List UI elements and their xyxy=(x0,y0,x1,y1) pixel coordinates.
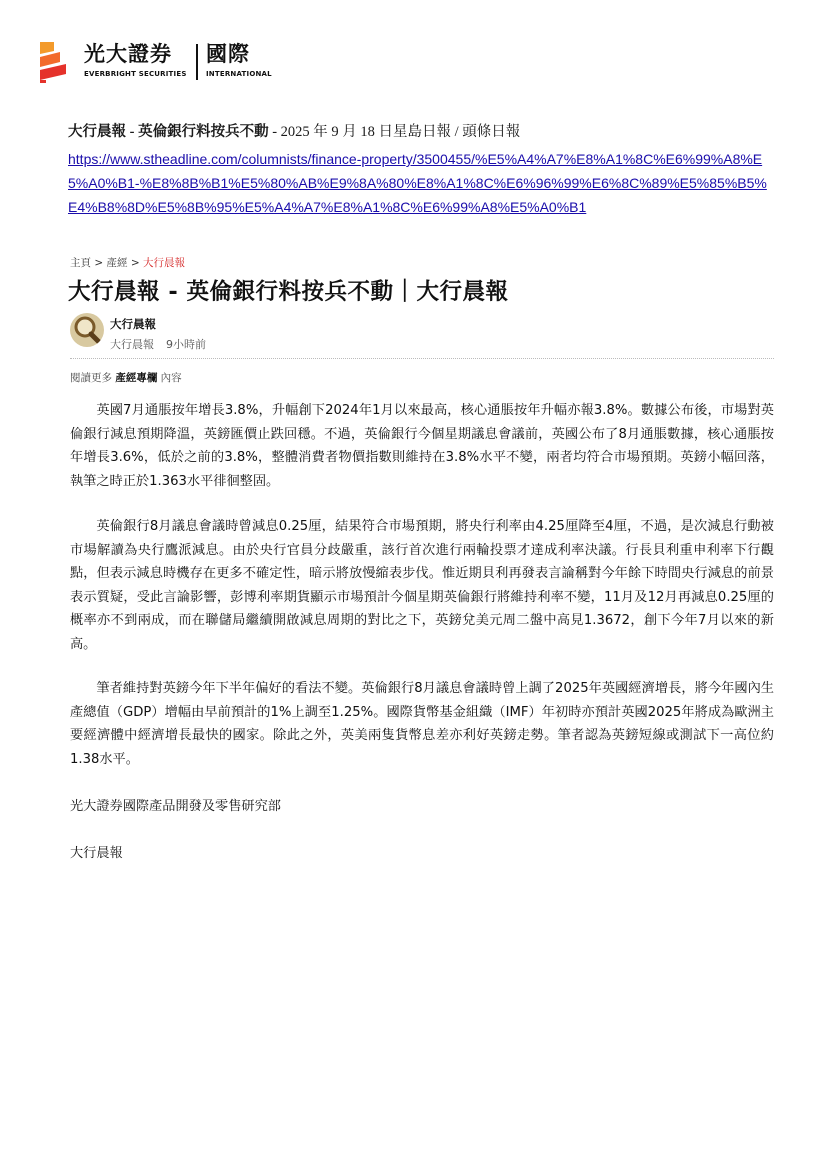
read-more-line xyxy=(70,370,182,385)
breadcrumb-separator: > xyxy=(127,257,143,269)
author-column: 大行晨報 xyxy=(110,338,154,351)
signature-department: 光大證券國際產品開發及零售研究部 xyxy=(70,799,281,814)
read-more-suffix: 內容 xyxy=(157,372,182,384)
author-avatar[interactable] xyxy=(70,313,104,347)
logo-chinese-sub: 國際 xyxy=(206,42,250,66)
author-name[interactable]: 大行晨報 xyxy=(110,317,156,331)
headline-meta: - 2025 年 9 月 18 日星島日報 / 頭條日報 xyxy=(268,124,521,140)
article-meta xyxy=(110,336,206,352)
logo-english-sub: INTERNATIONAL xyxy=(206,70,272,78)
read-more-column-link[interactable]: 產經專欄 xyxy=(115,372,158,384)
company-logo xyxy=(38,40,278,84)
breadcrumb-home[interactable]: 主頁 xyxy=(70,257,91,269)
source-url-link[interactable]: https://www.stheadline.com/columnists/finance-property/3500455/%E5%A4%A7%E8%A1%8C%E6%99%A8%E5%A0%B1-%E8%8B%B1%E5%80%AB%E9%8A%80%E8%A1%8C%E6%96%99%E6%8C%89%E5%85%B5%E4%B8%8D%E5%8B%95%E5%A4%A7%E8%A1%8C%E6%99%A8%E5%A0%B1 xyxy=(68,151,767,215)
signature-name: 大行晨報 xyxy=(70,846,123,861)
document-headline xyxy=(68,122,520,142)
headline-title: 大行晨報 - 英倫銀行料按兵不動 xyxy=(68,124,269,140)
article-paragraph: 筆者維持對英鎊今年下半年偏好的看法不變。英倫銀行8月議息會議時曾上調了2025年英國經濟增長，將今年國內生產總值（GDP）增幅由早前預計的1%上調至1.25%。國際貨幣基金組織（IMF）年初時亦預計英國2025年將成為歐洲主要經濟體中經濟增長最快的國家。除此之外，英美兩隻貨幣息差亦利好英鎊走勢。筆者認為英鎊短線或測試下一高位約1.38水平。 xyxy=(70,681,774,767)
breadcrumb-section[interactable]: 產經 xyxy=(106,257,128,269)
article-paragraph: 英倫銀行8月議息會議時曾減息0.25厘，結果符合市場預期，將央行利率由4.25厘降至4厘，不過，是次減息行動被市場解讀為央行鷹派減息。由於央行官員分歧嚴重，該行首次進行兩輪投票才達成利率決議。行長貝利重申利率下行觀點，但表示減息時機存在更多不確定性，暗示將放慢縮表步伐。惟近期貝利再發表言論稱對今年餘下時間央行減息的前景表示質疑，受此言論影響，彭博利率期貨顯示市場預計今個星期英倫銀行將維持利率不變，11月及12月再減息0.25厘的概率亦不到兩成，而在聯儲局繼續開啟減息周期的對比之下，英鎊兌美元周二盤中高見1.3672，創下今年7月以來的新高。 xyxy=(70,519,774,652)
breadcrumb-separator: > xyxy=(91,257,107,269)
publish-time: 9小時前 xyxy=(166,338,206,351)
article-paragraph: 英國7月通脹按年增長3.8%，升幅創下2024年1月以來最高，核心通脹按年升幅亦報3.8%。數據公布後，市場對英倫銀行減息預期降溫，英鎊匯價止跌回穩。不過，英倫銀行今個星期議息會議前，英國公布了8月通脹數據，核心通脹按年增長3.6%，低於之前的3.8%，整體消費者物價指數則維持在3.8%水平不變，兩者均符合市場預期。英鎊小幅回落，執筆之時正於1.363水平徘徊整固。 xyxy=(70,403,774,489)
logo-chinese-name: 光大證券 xyxy=(84,42,172,66)
read-more-prefix: 閱讀更多 xyxy=(70,372,116,384)
everbright-logo-icon xyxy=(38,40,72,84)
breadcrumb xyxy=(70,255,185,270)
magnifier-avatar-icon xyxy=(70,313,104,347)
article-title: 大行晨報 - 英倫銀行料按兵不動｜大行晨報 xyxy=(68,279,509,305)
breadcrumb-current[interactable]: 大行晨報 xyxy=(142,257,185,269)
logo-divider xyxy=(196,44,198,80)
logo-english-name: EVERBRIGHT SECURITIES xyxy=(84,70,187,78)
dotted-divider xyxy=(70,358,774,359)
